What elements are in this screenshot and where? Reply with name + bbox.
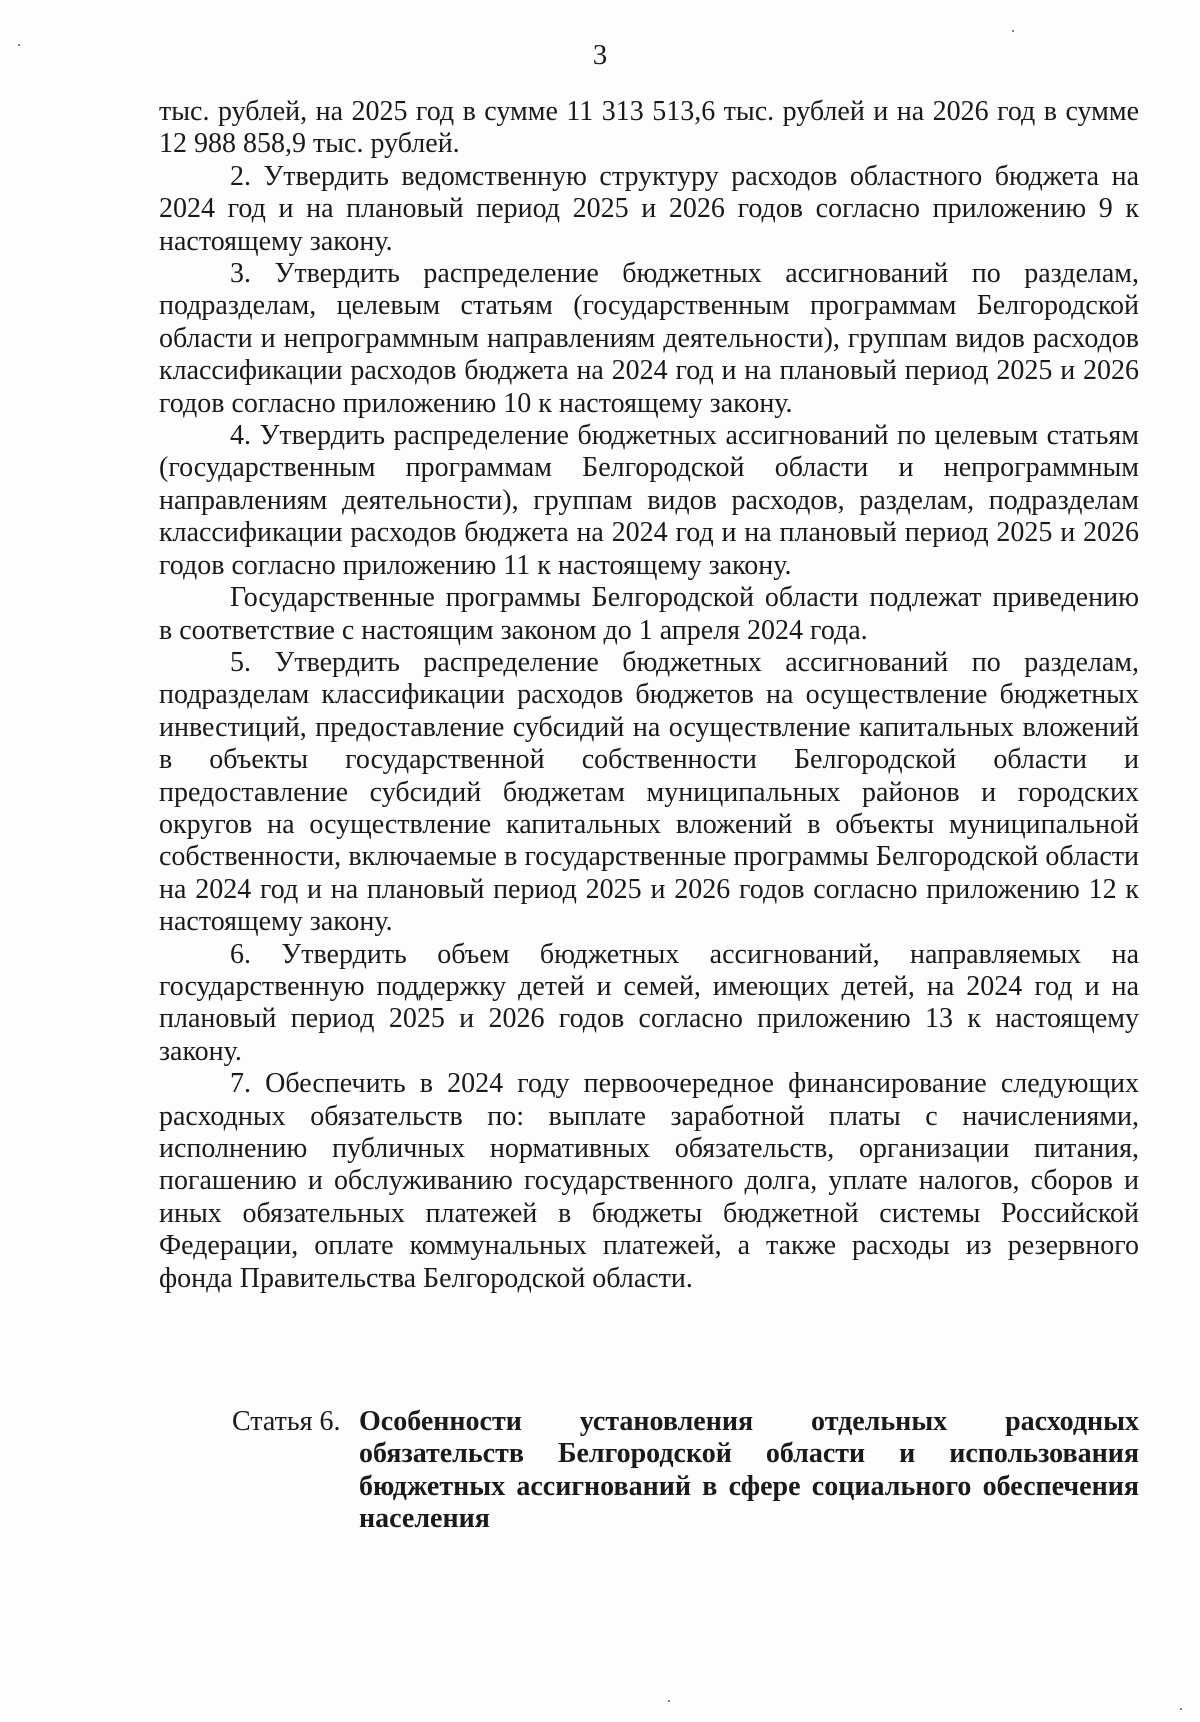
scan-speck bbox=[1012, 30, 1014, 32]
page-number: 3 bbox=[592, 39, 608, 71]
paragraph-item-6: 6. Утвердить объем бюджетных ассигнований, направляемых на государственную поддержку детей и семей, имеющих детей, на 2024 год и на плановый период 2025 и 2026 годов согласно приложению 13 к настоящему закону. bbox=[159, 938, 1139, 1067]
article-number: Статья 6. bbox=[232, 1406, 341, 1437]
paragraph-continuation: тыс. рублей, на 2025 год в сумме 11 313 513,6 тыс. рублей и на 2026 год в сумме 12 988 858,9 тыс. рублей. bbox=[159, 96, 1139, 160]
paragraph-item-4: 4. Утвердить распределение бюджетных ассигнований по целевым статьям (государственным программам Белгородской области и непрограммным направлениям деятельности), группам видов расходов, разделам, подразделам классификации расходов бюджета на 2024 год и на плановый период 2025 и 2026 годов согласно приложению 11 к настоящему закону. bbox=[159, 420, 1139, 581]
article-heading bbox=[232, 1406, 1139, 1536]
scan-speck bbox=[1180, 1708, 1182, 1710]
document-body bbox=[159, 96, 1139, 1295]
scan-speck bbox=[18, 44, 20, 46]
paragraph-item-2: 2. Утвердить ведомственную структуру расходов областного бюджета на 2024 год и на плановый период 2025 и 2026 годов согласно приложению 9 к настоящему закону. bbox=[159, 160, 1139, 257]
paragraph-item-5: 5. Утвердить распределение бюджетных ассигнований по разделам, подразделам классификации расходов бюджетов на осуществление бюджетных инвестиций, предоставление субсидий на осуществление капитальных вложений в объекты государственной собственности Белгородской области и предоставление субсидий бюджетам муниципальных районов и городских округов на осуществление капитальных вложений в объекты муниципальной собственности, включаемые в государственные программы Белгородской области на 2024 год и на плановый период 2025 и 2026 годов согласно приложению 12 к настоящему закону. bbox=[159, 646, 1139, 938]
article-title: Особенности установления отдельных расходных обязательств Белгородской области и использования бюджетных ассигнований в сфере социального обеспечения населения bbox=[359, 1406, 1139, 1535]
paragraph-item-7: 7. Обеспечить в 2024 году первоочередное финансирование следующих расходных обязательств по: выплате заработной платы с начислениями, исполнению публичных нормативных обязательств, организации питания, погашению и обслуживанию государственного долга, уплате налогов, сборов и иных обязательных платежей в бюджеты бюджетной системы Российской Федерации, оплате коммунальных платежей, а также расходы из резервного фонда Правительства Белгородской области. bbox=[159, 1068, 1139, 1294]
paragraph-item-3: 3. Утвердить распределение бюджетных ассигнований по разделам, подразделам, целевым статьям (государственным программам Белгородской области и непрограммным направлениям деятельности), группам видов расходов классификации расходов бюджета на 2024 год и на плановый период 2025 и 2026 годов согласно приложению 10 к настоящему закону. bbox=[159, 258, 1139, 419]
scan-speck bbox=[668, 1700, 670, 1702]
paragraph-programs-note: Государственные программы Белгородской области подлежат приведению в соответствие с настоящим законом до 1 апреля 2024 года. bbox=[159, 582, 1139, 646]
